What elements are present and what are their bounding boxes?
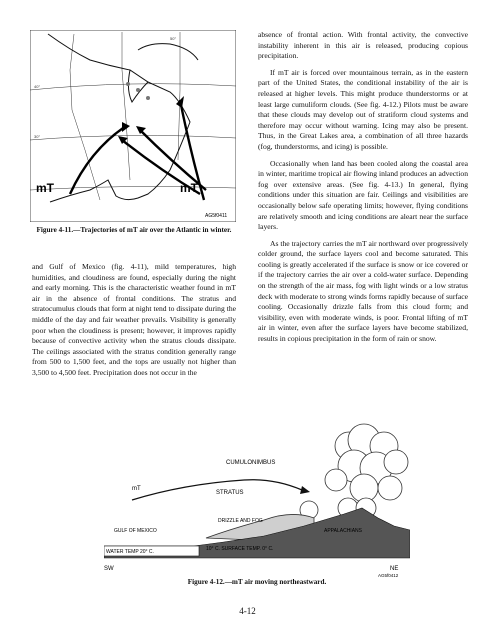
- appalachians-label: APPALACHIANS: [324, 528, 362, 534]
- right-column: [258, 30, 468, 351]
- latitude-label: 30°: [34, 134, 41, 139]
- cross-section-diagram: [104, 418, 410, 578]
- right-paragraph-3: Occasionally when land has been cooled along the coastal area in winter, maritime tropical air flowing inland produces an advection fog over extensive areas. (See fig. 4-13.) In general, flying conditions under this situation are fair. Ceilings and visibilities are occasionally below safe operating limits; however, flying conditions are relatively smooth and icing conditions are aleart near the surface layers.: [258, 158, 468, 232]
- figure-4-11-caption: Figure 4-11.—Trajectories of mT air over the Atlantic in winter.: [36, 226, 232, 234]
- trajectory-map: [30, 30, 236, 222]
- figure-code: AG5f0411: [205, 213, 228, 219]
- right-paragraph-2: If mT air is forced over mountainous terrain, as in the eastern part of the United States, the conditional instability of the air is released at higher levels. This might produce thunderstorms or at least large cumuliform clouds. (See fig. 4-12.) Pilots must be aware that these clouds may develop out of stratiform cloud systems and therefore may occur without warning. Icing may also be present. Thus, in the Great Lakes area, a combination of all three hazards (fog, thunderstorms, and icing) is possible.: [258, 67, 468, 151]
- page-number: 4-12: [239, 606, 256, 616]
- stratus-label: STRATUS: [216, 490, 244, 496]
- figure-4-12-caption: Figure 4-12.—mT air moving northeastward.: [187, 578, 327, 586]
- gulf-label: GULF OF MEXICO: [114, 528, 157, 534]
- figure-code: AG5f0412: [378, 573, 399, 578]
- cumulonimbus-label: CUMULONIMBUS: [226, 460, 276, 466]
- mt-label: mT: [132, 486, 141, 492]
- left-column: [32, 262, 236, 385]
- right-paragraph-1: absence of frontal action. With frontal activity, the convective instability inherent in this air is released, producing copious precipitation.: [258, 30, 468, 61]
- drizzle-label: DRIZZLE AND FOG: [218, 518, 263, 524]
- latitude-label: 40°: [34, 84, 41, 89]
- water-temp-label: WATER TEMP 20° C.: [106, 549, 154, 555]
- mt-left-label: mT: [36, 181, 54, 195]
- ne-label: NE: [390, 566, 399, 572]
- sw-label: SW: [104, 566, 114, 572]
- mt-right-label: mT: [180, 181, 198, 195]
- surface-temp-label: 10° C. SURFACE TEMP. 0° C.: [206, 546, 274, 552]
- left-paragraph-1: and Gulf of Mexico (fig. 4-11), mild temperatures, high humidities, and cloudiness are found, especially during the night and early morning. This is the characteristic weather found in mT air in the absence of frontal conditions. The stratus and stratocumulus clouds that form at night tend to dissipate during the middle of the day and fair weather prevails. Visibility is generally poor when the cloudiness is present; however, it improves rapidly because of convective activity when the stratus clouds dissipate. The ceilings associated with the stratus condition generally range from 500 to 1,500 feet, and the tops are usually not higher than 3,500 to 4,500 feet. Precipitation does not occur in the: [32, 262, 236, 377]
- longitude-label: 50°: [170, 36, 177, 41]
- right-paragraph-4: As the trajectory carries the mT air northward over progressively colder ground, the surface layers cool and become saturated. This cooling is greatly accelerated if the surface is snow or ice covered or if the trajectory carries the air over a cold-water surface. Depending on the strength of the air mass, fog with light winds or a low stratus deck with moderate to strong winds forms rapidly because of surface cooling. Occasionally drizzle falls from this cloud form; and visibility, even with moderate winds, is poor. Frontal lifting of mT air in winter, even after the surface layers have become stabilized, results in copious precipitation in the form of rain or snow.: [258, 238, 468, 344]
